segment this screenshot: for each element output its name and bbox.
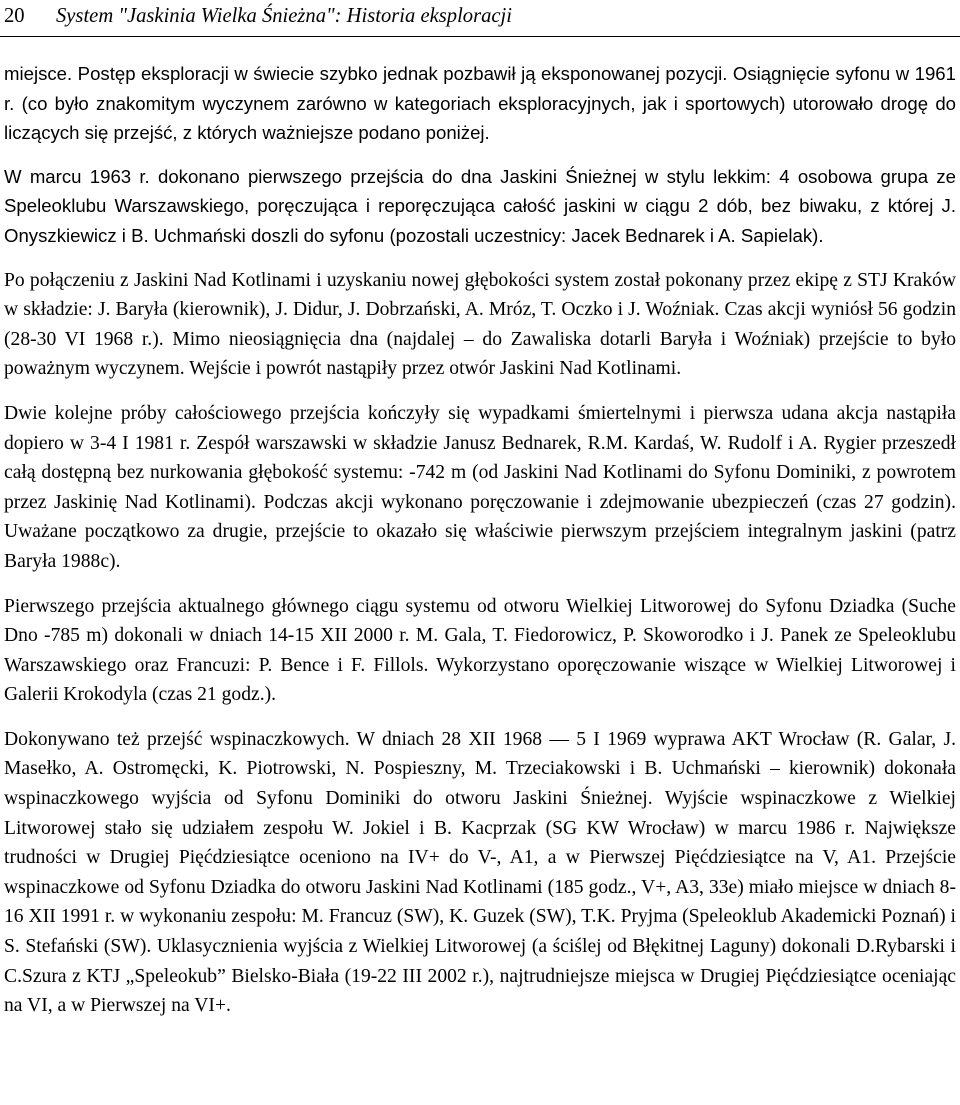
paragraph-4: Dwie kolejne próby całościowego przejścia kończyły się wypadkami śmiertelnymi i pierwsza udana akcja nastąpiła dopiero w 3-4 I 1981 r. Zespół warszawski w składzie Janusz Bednarek, R.M. Kardaś, W. Rudolf i A. Rygier przeszedł całą dostępną bez nurkowania głębokość systemu: -742 m (od Jaskini Nad Kotlinami do Syfonu Dominiki, z powrotem przez Jaskinię Nad Kotlinami). Podczas akcji wykonano poręczowanie i zdejmowanie ubezpieczeń (czas 27 godzin). Uważane początkowo za drugie, przejście to okazało się właściwie pierwszym przejściem integralnym jaskini (patrz Baryła 1988c).: [4, 402, 956, 572]
running-header: [0, 0, 960, 37]
paragraph-2: W marcu 1963 r. dokonano pierwszego przejścia do dna Jaskini Śnieżnej w stylu lekkim: 4 osobowa grupa ze Speleoklubu Warszawskiego, poręczująca i reporęczująca całość jaskini w ciągu 2 dób, bez biwaku, z której J. Onyszkiewicz i B. Uchmański doszli do syfonu (pozostali uczestnicy: Jacek Bednarek i A. Sapielak).: [4, 165, 956, 246]
paragraph-5: Pierwszego przejścia aktualnego głównego ciągu systemu od otworu Wielkiej Litworowej do Syfonu Dziadka (Suche Dno -785 m) dokonali w dniach 14-15 XII 2000 r. M. Gala, T. Fiedorowicz, P. Skoworodko i J. Panek ze Speleoklubu Warszawskiego oraz Francuzi: P. Bence i F. Fillols. Wykorzystano oporęczowanie wiszące w Wielkiej Litworowej i Galerii Krokodyla (czas 21 godz.).: [4, 595, 956, 706]
page-number: 20: [4, 5, 25, 27]
running-title: System "Jaskinia Wielka Śnieżna": Historia eksploracji: [56, 5, 512, 27]
paragraph-6: Dokonywano też przejść wspinaczkowych. W dniach 28 XII 1968 — 5 I 1969 wyprawa AKT Wrocław (R. Galar, J. Masełko, A. Ostromęcki, K. Piotrowski, N. Pospieszny, M. Trzeciakowski i B. Uchmański – kierownik) dokonała wspinaczkowego wyjścia od Syfonu Dominiki do otworu Jaskini Śnieżnej. Wyjście wspinaczkowe z Wielkiej Litworowej stało się udziałem zespołu W. Jokiel i B. Kacprzak (SG KW Wrocław) w marcu 1986 r. Największe trudności w Drugiej Pięćdziesiątce oceniono na IV+ do V-, A1, a w Pierwszej Pięćdziesiątce na V, A1. Przejście wspinaczkowe od Syfonu Dziadka do otworu Jaskini Nad Kotlinami (185 godz., V+, A3, 33e) miało miejsce w dniach 8-16 XII 1991 r. w wykonaniu zespołu: M. Francuz (SW), K. Guzek (SW), T.K. Pryjma (Speleoklub Akademicki Poznań) i S. Stefański (SW). Uklasycznienia wyjścia z Wielkiej Litworowej (a ściślej od Błękitnej Laguny) dokonali D.Rybarski i C.Szura z KTJ „Speleokub” Bielsko-Biała (19-22 III 2002 r.), najtrudniejsze miejsca w Drugiej Pięćdziesiątce oceniając na VI, a w Pierwszej na VI+.: [4, 728, 956, 1017]
paragraph-1: miejsce. Postęp eksploracji w świecie szybko jednak pozbawił ją eksponowanej pozycji. Osiągnięcie syfonu w 1961 r. (co było znakomitym wyczynem zarówno w kategoriach eksploracyjnych, jak i sportowych) utorowało drogę do liczących się przejść, z których ważniejsze podano poniżej.: [4, 63, 956, 144]
paragraph-3: Po połączeniu z Jaskini Nad Kotlinami i uzyskaniu nowej głębokości system został pokonany przez ekipę z STJ Kraków w składzie: J. Baryła (kierownik), J. Didur, J. Dobrzański, A. Mróz, T. Oczko i J. Woźniak. Czas akcji wyniósł 56 godzin (28-30 VI 1968 r.). Mimo nieosiągnięcia dna (najdalej – do Zawaliska dotarli Baryła i Woźniak) przejście to było poważnym wyczynem. Wejście i powrót nastąpiły przez otwór Jaskini Nad Kotlinami.: [4, 269, 956, 380]
